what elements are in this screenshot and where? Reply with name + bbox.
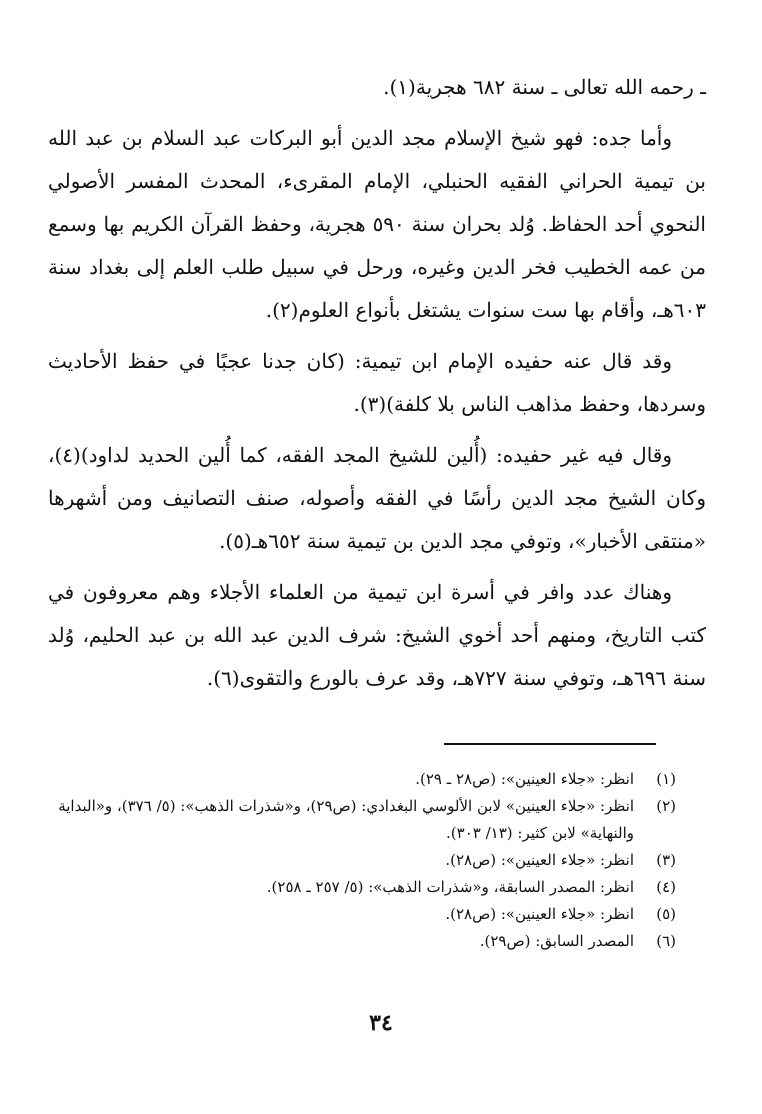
footnote-number: (٣) — [656, 851, 676, 869]
footnote-number: (٥) — [656, 905, 676, 923]
paragraph: وهناك عدد وافر في أسرة ابن تيمية من العلماء الأجلاء وهم معروفون في كتب التاريخ، ومنهم أحد أخوي الشيخ: شرف الدين عبد الله بن عبد الحليم، وُلد سنة ٦٩٦هـ، وتوفي سنة ٧٢٧هـ، وقد عرف بالورع والتقوى(٦). — [48, 580, 706, 690]
footnote-text: انظر: المصدر السابقة، و«شذرات الذهب»: (٥/ ٢٥٧ ـ ٢٥٨). — [266, 878, 634, 896]
paragraph: ـ رحمه الله تعالى ـ سنة ٦٨٢ هجرية(١). — [383, 75, 706, 99]
footnote-text: المصدر السابق: (ص٢٩). — [479, 932, 634, 950]
footnote-text: انظر: «جلاء العينين» لابن الألوسي البغدادي: (ص٢٩)، و«شذرات الذهب»: (٥/ ٣٧٦)، و«البداية والنهاية» لابن كثير: (١٣/ ٣٠٣). — [58, 797, 634, 842]
footnote — [40, 928, 676, 955]
paragraph: وأما جده: فهو شيخ الإسلام مجد الدين أبو البركات عبد السلام بن عبد الله بن تيمية الحراني الفقيه الحنبلي، الإمام المقرىء، المحدث المفسر الأصولي النحوي أحد الحفاظ. وُلد بحران سنة ٥٩٠ هجرية، وحفظ القرآن الكريم بها وسمع من عمه الخطيب فخر الدين وغيره، ورحل في سبيل طلب العلم إلى بغداد سنة ٦٠٣هـ، وأقام بها ست سنوات يشتغل بأنواع العلوم(٢). — [48, 126, 706, 322]
footnote — [40, 874, 676, 901]
page-number: ٣٤ — [369, 1010, 393, 1036]
footnote-number: (٦) — [656, 932, 676, 950]
main-text — [48, 66, 706, 700]
footnote — [40, 847, 676, 874]
footnotes — [40, 766, 676, 955]
paragraph: وقال فيه غير حفيده: (أُلين للشيخ المجد الفقه، كما أُلين الحديد لداود)(٤)، وكان الشيخ مجد الدين رأسًا في الفقه وأصوله، صنف التصانيف ومن أشهرها «منتقى الأخبار»، وتوفي مجد الدين بن تيمية سنة ٦٥٢هـ(٥). — [48, 443, 706, 553]
footnote-separator — [444, 743, 656, 745]
footnote-number: (١) — [656, 770, 676, 788]
footnote-text: انظر: «جلاء العينين»: (ص٢٨ ـ ٢٩). — [415, 770, 634, 788]
footnote — [40, 793, 676, 847]
paragraph: وقد قال عنه حفيده الإمام ابن تيمية: (كان جدنا عجبًا في حفظ الأحاديث وسردها، وحفظ مذاهب الناس بلا كلفة)(٣). — [48, 349, 706, 416]
footnote-number: (٢) — [656, 797, 676, 815]
footnote — [40, 766, 676, 793]
footnote-number: (٤) — [656, 878, 676, 896]
footnote-text: انظر: «جلاء العينين»: (ص٢٨). — [445, 905, 634, 923]
footnote — [40, 901, 676, 928]
footnote-text: انظر: «جلاء العينين»: (ص٢٨). — [445, 851, 634, 869]
